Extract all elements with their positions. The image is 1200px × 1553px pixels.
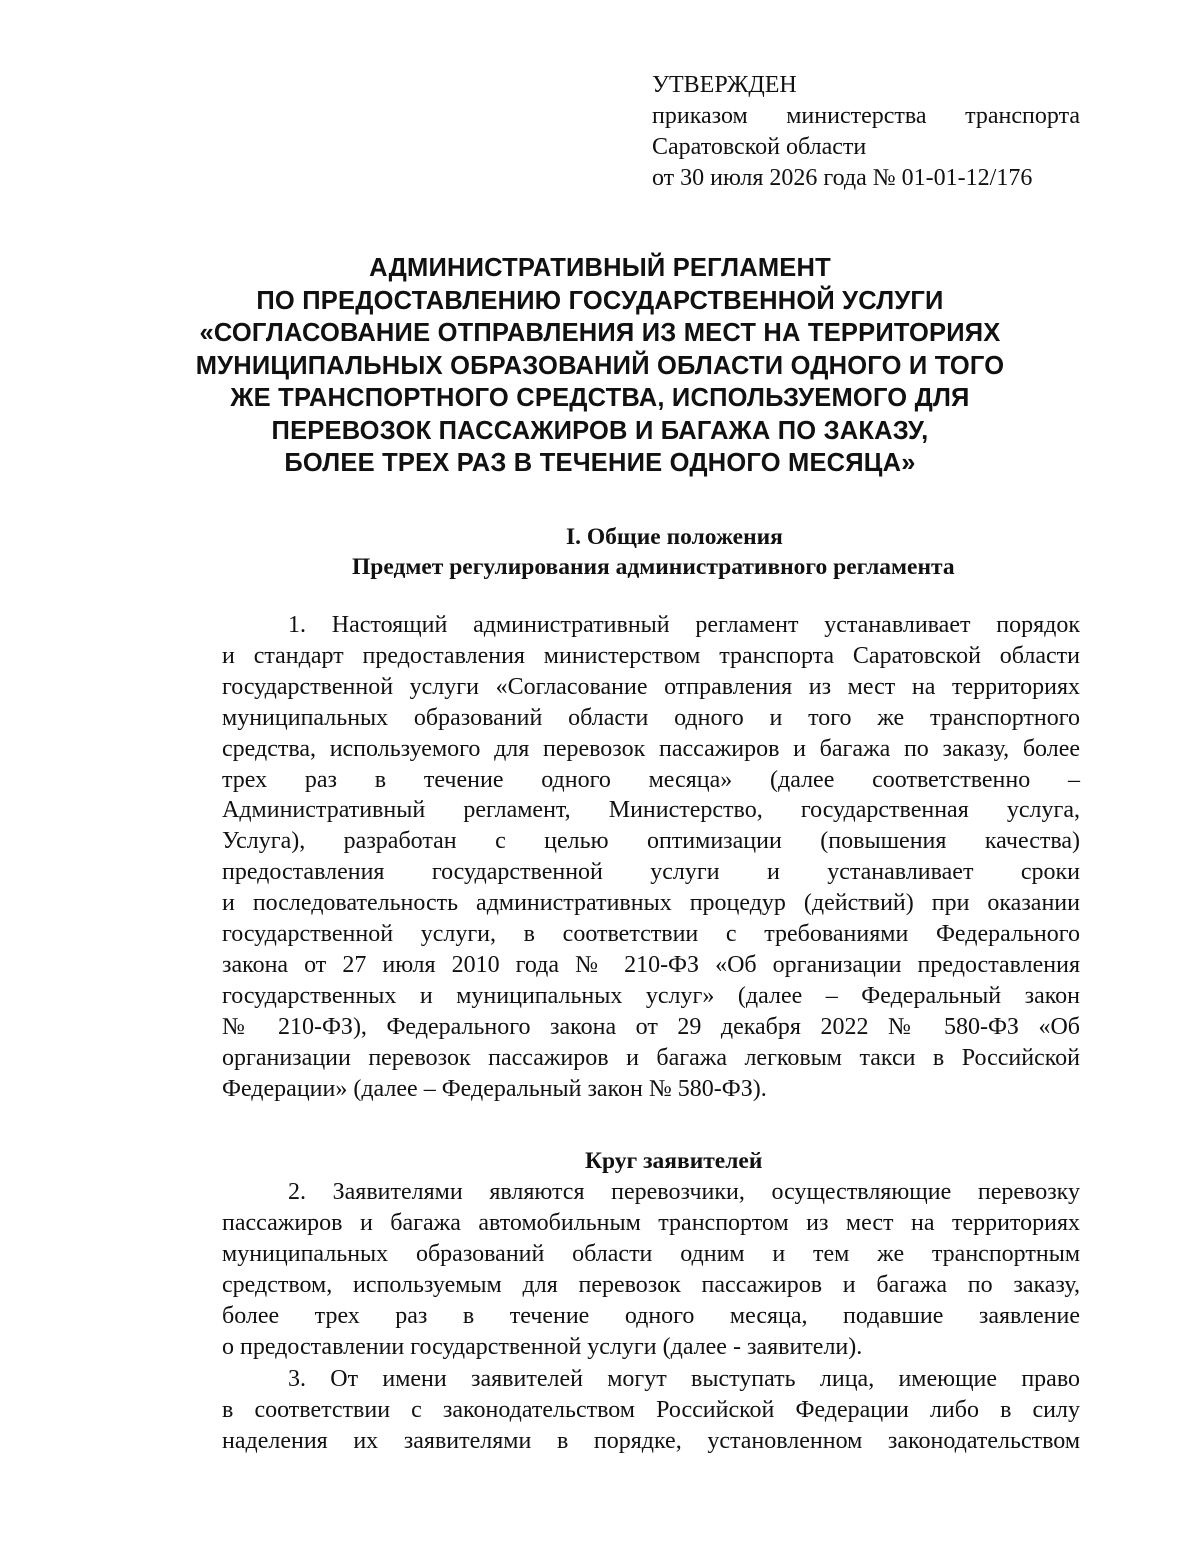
paragraph-line: в соответствии с законодательством Российской Федерации либо в силу: [222, 1396, 1080, 1423]
paragraph-line: о предоставлении государственной услуги (далее - заявители).: [222, 1333, 863, 1360]
document-title: [150, 252, 1050, 480]
paragraph-line: № 210-ФЗ), Федерального закона от 29 декабря 2022 № 580-ФЗ «Об: [222, 1013, 1080, 1040]
section-subheading-subject: Предмет регулирования административного регламента: [352, 554, 955, 580]
paragraph-line: Федерации» (далее – Федеральный закон № 580-ФЗ).: [222, 1075, 767, 1102]
title-line: ЖЕ ТРАНСПОРТНОГО СРЕДСТВА, ИСПОЛЬЗУЕМОГО ДЛЯ: [230, 384, 970, 412]
paragraph-line: наделения их заявителями в порядке, установленном законодательством: [222, 1427, 1080, 1454]
paragraph-line: муниципальных образований области одного и того же транспортного: [222, 704, 1080, 731]
paragraph-line: пассажиров и багажа автомобильным транспортом из мест на территориях: [222, 1209, 1080, 1236]
paragraph-line: государственных и муниципальных услуг» (далее – Федеральный закон: [222, 982, 1080, 1009]
paragraph-line: организации перевозок пассажиров и багажа легковым такси в Российской: [222, 1044, 1080, 1071]
paragraph-line: 2. Заявителями являются перевозчики, осуществляющие перевозку: [288, 1179, 1080, 1205]
paragraph-line: Услуга), разработан с целью оптимизации (повышения качества): [222, 828, 1080, 855]
paragraph-line: 3. От имени заявителей могут выступать лица, имеющие право: [288, 1366, 1080, 1392]
paragraph-3: [222, 1364, 1080, 1457]
paragraph-line: Административный регламент, Министерство, государственная услуга,: [222, 797, 1080, 824]
section-heading-applicants: Круг заявителей: [585, 1148, 763, 1174]
title-line: ПЕРЕВОЗОК ПАССАЖИРОВ И БАГАЖА ПО ЗАКАЗУ,: [271, 416, 929, 445]
paragraph-line: 1. Настоящий административный регламент устанавливает порядок: [288, 612, 1080, 638]
paragraph-line: средства, используемого для перевозок пассажиров и багажа по заказу, более: [222, 735, 1080, 762]
paragraph-line: более трех раз в течение одного месяца, подавшие заявление: [222, 1302, 1080, 1329]
approval-stamp-block: [652, 70, 1080, 194]
title-line: АДМИНИСТРАТИВНЫЙ РЕГЛАМЕНТ: [369, 254, 831, 282]
title-line: ПО ПРЕДОСТАВЛЕНИЮ ГОСУДАРСТВЕННОЙ УСЛУГИ: [256, 286, 944, 315]
title-line: БОЛЕЕ ТРЕХ РАЗ В ТЕЧЕНИЕ ОДНОГО МЕСЯЦА»: [284, 449, 916, 477]
paragraph-line: предоставления государственной услуги и устанавливает сроки: [222, 859, 1080, 886]
paragraph-line: закона от 27 июля 2010 года № 210-ФЗ «Об организации предоставления: [222, 951, 1080, 978]
paragraph-2: [222, 1177, 1080, 1362]
paragraph-line: средством, используемым для перевозок пассажиров и багажа по заказу,: [222, 1271, 1080, 1298]
title-line: «СОГЛАСОВАНИЕ ОТПРАВЛЕНИЯ ИЗ МЕСТ НА ТЕРРИТОРИЯХ: [199, 319, 1001, 347]
approval-order-line: приказом министерства транспорта: [652, 103, 1080, 129]
paragraph-line: и стандарт предоставления министерством транспорта Саратовской области: [222, 642, 1080, 669]
paragraph-line: муниципальных образований области одним и тем же транспортным: [222, 1240, 1080, 1267]
approval-date-line: от 30 июля 2026 года № 01-01-12/176: [652, 165, 1033, 191]
paragraph-line: государственной услуги, в соответствии с требованиями Федерального: [222, 921, 1080, 948]
approval-region-line: Саратовской области: [652, 134, 867, 160]
title-line: МУНИЦИПАЛЬНЫХ ОБРАЗОВАНИЙ ОБЛАСТИ ОДНОГО И ТОГО: [195, 351, 1005, 380]
section-heading-general: I. Общие положения: [566, 524, 783, 550]
paragraph-1: [222, 610, 1080, 1105]
paragraph-line: государственной услуги «Согласование отправления из мест на территориях: [222, 673, 1080, 700]
approval-label: УТВЕРЖДЕН: [652, 72, 797, 98]
paragraph-line: трех раз в течение одного месяца» (далее соответственно –: [222, 766, 1080, 793]
paragraph-line: и последовательность административных процедур (действий) при оказании: [222, 890, 1080, 917]
